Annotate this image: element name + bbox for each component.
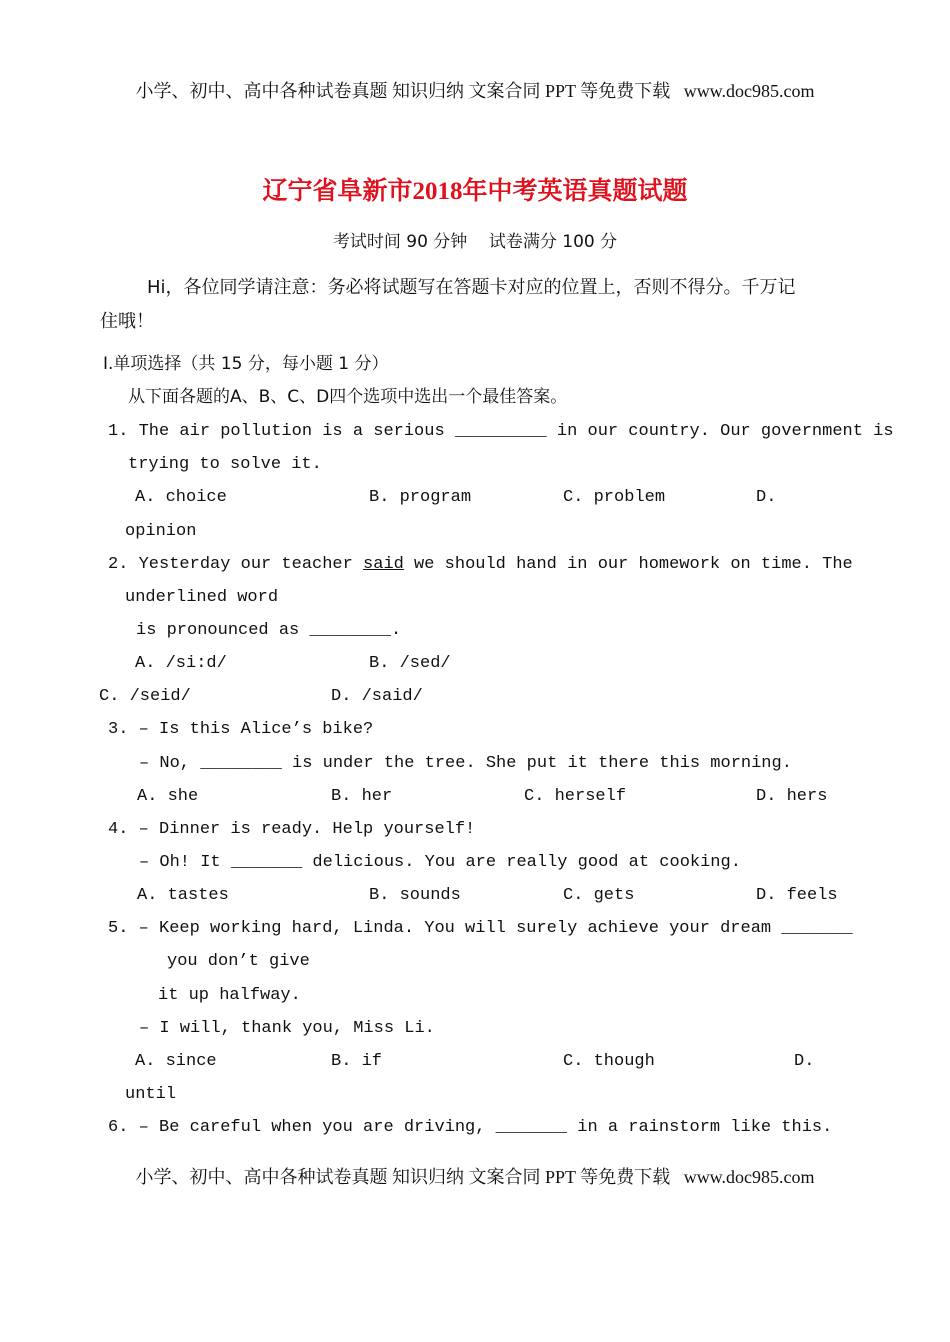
question-6: 6. – Be careful when you are driving, _______ in a rainstorm like this. — [108, 1118, 833, 1137]
q3-line-2: – No, ________ is under the tree. She put it there this morning. — [139, 754, 792, 773]
q5-option-a: A. since — [135, 1052, 217, 1071]
q1-option-d: D. — [756, 488, 777, 507]
q5-line-3: it up halfway. — [158, 986, 301, 1005]
section-heading: Ⅰ.单项选择（共 15 分，每小题 1 分） — [103, 354, 389, 374]
q2-option-d: D. /said/ — [331, 687, 423, 706]
q1-option-a: A. choice — [135, 488, 227, 507]
q2-line-2: underlined word — [125, 588, 279, 607]
q4-line-2: – Oh! It _______ delicious. You are really good at cooking. — [139, 853, 741, 872]
question-1 — [108, 423, 894, 440]
section-instruction: 从下面各题的A、B、C、D四个选项中选出一个最佳答案。 — [128, 387, 568, 407]
q4-option-d: D. feels — [756, 886, 838, 905]
notice-line-2: 住哦！ — [100, 311, 154, 332]
q1-line-2: trying to solve it. — [128, 455, 322, 474]
page-title: 辽宁省阜新市2018年中考英语真题试题 — [262, 178, 688, 205]
q5-option-c: C. though — [563, 1052, 655, 1071]
q3-option-c: C. herself — [524, 787, 627, 806]
q2-text-b: we should hand in our homework on time. The — [403, 555, 853, 574]
page-footer: 小学、初中、高中各种试卷真题 知识归纳 文案合同 PPT 等免费下载 www.doc985.com — [135, 1167, 815, 1187]
q2-option-b: B. /sed/ — [369, 654, 451, 673]
q4-option-c: C. gets — [563, 886, 635, 905]
q1-text-b: in our country. Our government is — [546, 422, 894, 441]
q1-option-d-wrap: opinion — [125, 522, 197, 541]
q5-option-b: B. if — [331, 1052, 383, 1071]
q5-option-d-wrap: until — [125, 1085, 177, 1104]
q2-underlined-word: said — [363, 555, 404, 574]
notice-line-1: Hi，各位同学请注意：务必将试题写在答题卡对应的位置上，否则不得分。千万记 — [147, 277, 796, 298]
question-5: 5. – Keep working hard, Linda. You will surely achieve your dream _______ — [108, 919, 853, 938]
question-4: 4. – Dinner is ready. Help yourself! — [108, 820, 476, 839]
q5-line-2: you don’t give — [167, 952, 310, 971]
q5-option-d: D. — [794, 1052, 815, 1071]
q2-option-c: C. /seid/ — [99, 687, 191, 706]
q4-option-b: B. sounds — [369, 886, 461, 905]
q3-option-d: D. hers — [756, 787, 828, 806]
question-3: 3. – Is this Alice’s bike? — [108, 720, 374, 739]
exam-info: 考试时间 90 分钟 试卷满分 100 分 — [332, 232, 618, 252]
q2-option-a: A. /si:d/ — [135, 654, 227, 673]
q1-option-b: B. program — [369, 488, 472, 507]
q4-option-a: A. tastes — [137, 886, 229, 905]
q3-option-a: A. she — [137, 787, 199, 806]
q3-option-b: B. her — [331, 787, 393, 806]
q1-blank: _________ — [454, 422, 547, 441]
q2-line-3: is pronounced as ________. — [136, 621, 402, 640]
q1-text-a: 1. The air pollution is a serious — [108, 422, 455, 441]
page-header: 小学、初中、高中各种试卷真题 知识归纳 文案合同 PPT 等免费下载 www.doc985.com — [135, 81, 815, 101]
question-2 — [108, 556, 853, 573]
q1-option-c: C. problem — [563, 488, 666, 507]
q2-text-a: 2. Yesterday our teacher — [108, 555, 364, 574]
q5-line-4: – I will, thank you, Miss Li. — [139, 1019, 435, 1038]
